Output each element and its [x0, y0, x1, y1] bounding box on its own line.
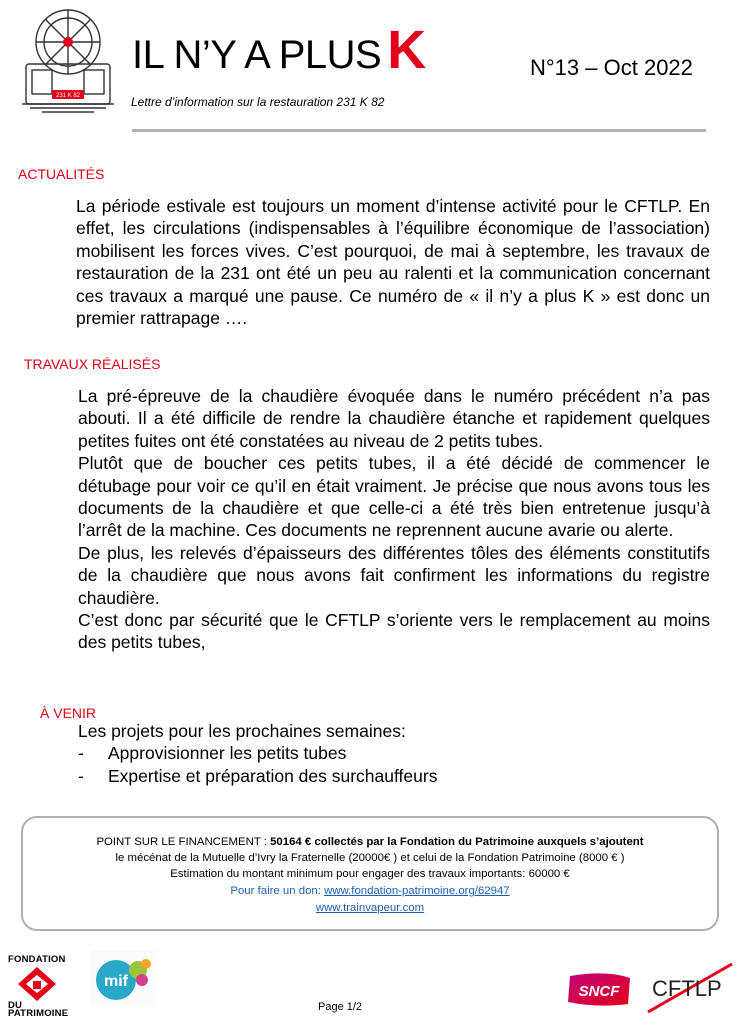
funding-line-1: [23, 836, 717, 848]
funding-box: [21, 816, 719, 931]
funding-line-2: le mécénat de la Mutuelle d’Ivry la Fraternelle (20000€ ) et celui de la Fondation Patrimoine (8000 € ): [115, 852, 625, 864]
sncf-logo: [566, 970, 634, 1008]
list-bullet: -: [78, 765, 84, 786]
section-title-travaux: TRAVAUX RÉALISÉS: [24, 356, 161, 372]
cftlp-logo-text: CFTLP: [652, 976, 722, 1001]
travaux-paragraph-4: C’est donc par sécurité que le CFTLP s’oriente vers le remplacement au moins des petits tubes,: [78, 610, 710, 653]
actualites-text: La période estivale est toujours un moment d’intense activité pour le CFTLP. En effet, les circulations (indispensables à l’équilibre économique de l’association) mobilisent les forces vives. C’est pourquoi, de mai à septembre, les travaux de restauration de la 231 ont été un peu au ralenti et la communication concernant ces travaux a marqué une pause. Ce numéro de « il n’y a plus K » est donc un premier rattrapage ….: [76, 196, 710, 329]
loco-plate-label: 231 K 82: [55, 93, 81, 99]
sncf-logo-text: SNCF: [578, 983, 620, 1000]
website-link[interactable]: www.trainvapeur.com: [315, 902, 425, 914]
actualites-paragraph: [76, 195, 710, 329]
travaux-paragraph-3: De plus, les relevés d’épaisseurs des différentes tôles des éléments constitutifs de la chaudière que nous avons fait confirment les informations du registre chaudière.: [78, 542, 710, 608]
list-item: [78, 742, 437, 764]
funding-label: POINT SUR LE FINANCEMENT :: [96, 836, 271, 848]
title-k: K: [387, 20, 426, 80]
mif-logo-text: mif: [104, 973, 128, 990]
fondation-patrimoine-logo: [17, 966, 57, 1002]
fdp-text-bottom: PATRIMOINE: [8, 1008, 69, 1019]
donation-line: [23, 885, 717, 897]
donation-link[interactable]: www.fondation-patrimoine.org/62947: [324, 885, 510, 897]
travaux-paragraphs: [78, 385, 710, 654]
website-line: [23, 902, 717, 914]
section-title-actualites: ACTUALITÉS: [18, 166, 105, 182]
mif-logo: [90, 950, 156, 1006]
funding-amount: 50164 € collectés par la Fondation du Patrimoine auxquels s’ajoutent: [270, 836, 644, 848]
donation-label: Pour faire un don:: [230, 885, 325, 897]
list-item-text: Expertise et préparation des surchauffeurs: [108, 765, 438, 786]
a-venir-intro: Les projets pour les prochaines semaines:: [78, 721, 406, 741]
list-item: [78, 765, 437, 787]
header-divider: [132, 129, 706, 132]
fdp-text-du: DU: [8, 1000, 23, 1011]
title-main: IL N’Y A PLUS: [132, 33, 382, 77]
page-number: Page 1/2: [318, 1001, 363, 1013]
travaux-paragraph-2: Plutôt que de boucher ces petits tubes, il a été décidé de commencer le détubage pour voir ce qu’il en était vraiment. Je précise que nous avons tous les documents de la chaudière et que celle-ci a été très bien entretenue jusqu’à l’arrêt de la machine. Ces documents ne reprennent aucune avarie ou alerte.: [78, 453, 710, 541]
newsletter-title: [132, 20, 426, 80]
cftlp-logo: [644, 960, 734, 1016]
newsletter-subtitle: Lettre d’information sur la restauration 231 K 82: [131, 95, 385, 109]
locomotive-illustration: [22, 4, 114, 122]
section-title-a-venir: À VENIR: [40, 705, 97, 721]
list-bullet: -: [78, 743, 84, 764]
fdp-text-top: FONDATION: [8, 954, 66, 965]
issue-number: N°13 – Oct 2022: [530, 55, 693, 80]
funding-line-3: Estimation du montant minimum pour engager des travaux importants: 60000 €: [170, 868, 570, 880]
travaux-paragraph-1: La pré-épreuve de la chaudière évoquée dans le numéro précédent n’a pas abouti. Il a été difficile de rendre la chaudière étanche et rapidement quelques petites fuites ont été constatées au niveau de 2 petits tubes.: [78, 386, 710, 451]
a-venir-list: [78, 720, 437, 787]
list-item-text: Approvisionner les petits tubes: [108, 743, 347, 764]
